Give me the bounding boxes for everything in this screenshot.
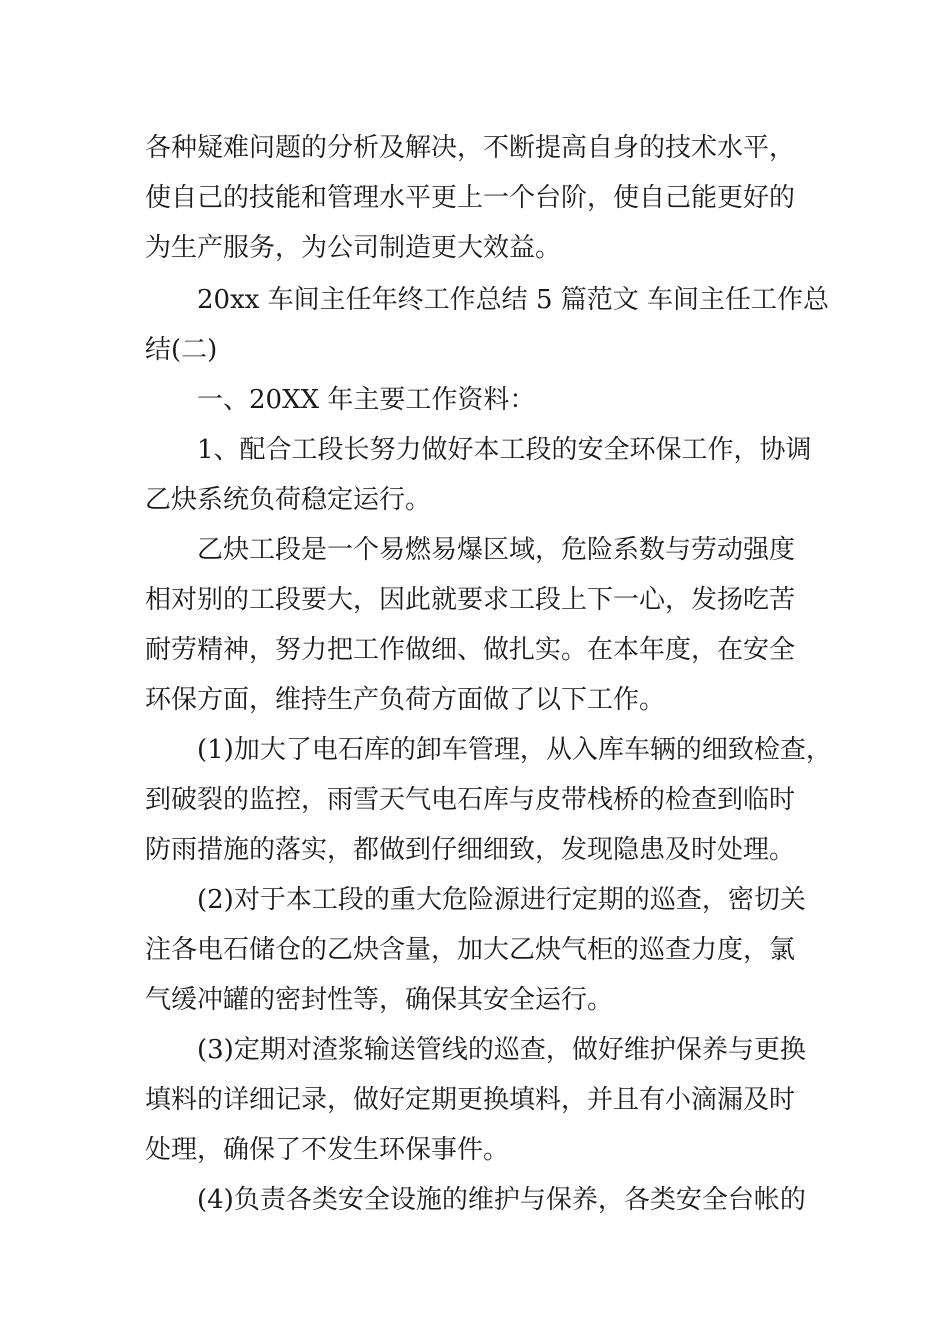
text-line: (1)加大了电石库的卸车管理，从入库车辆的细致检查， xyxy=(197,735,832,765)
text-line: 气缓冲罐的密封性等，确保其安全运行。 xyxy=(145,985,614,1015)
text-line: 注各电石储仓的乙炔含量，加大乙炔气柜的巡查力度，氯 xyxy=(145,935,796,965)
text-line: 填料的详细记录，做好定期更换填料，并且有小滴漏及时 xyxy=(145,1085,796,1115)
subheading-line: 一、20XX 年主要工作资料： xyxy=(197,385,536,415)
text-line: 耐劳精神，努力把工作做细、做扎实。在本年度，在安全 xyxy=(145,635,796,665)
text-line: 防雨措施的落实，都做到仔细细致，发现隐患及时处理。 xyxy=(145,835,796,865)
text-line: (4)负责各类安全设施的维护与保养，各类安全台帐的 xyxy=(197,1185,806,1215)
text-line: (3)定期对渣浆输送管线的巡查，做好维护保养与更换 xyxy=(197,1035,806,1065)
text-line: 乙炔工段是一个易燃易爆区域，危险系数与劳动强度 xyxy=(197,535,796,565)
text-line: (2)对于本工段的重大危险源进行定期的巡查，密切关 xyxy=(197,885,806,915)
text-line: 各种疑难问题的分析及解决，不断提高自身的技术水平， xyxy=(145,133,796,163)
text-line: 到破裂的监控，雨雪天气电石库与皮带栈桥的检查到临时 xyxy=(145,785,796,815)
text-line: 为生产服务，为公司制造更大效益。 xyxy=(145,233,562,263)
text-line: 使自己的技能和管理水平更上一个台阶，使自己能更好的 xyxy=(145,183,796,213)
text-line: 处理，确保了不发生环保事件。 xyxy=(145,1135,510,1165)
text-line: 环保方面，维持生产负荷方面做了以下工作。 xyxy=(145,685,666,715)
section-heading-line: 结(二) xyxy=(145,335,218,365)
text-line: 乙炔系统负荷稳定运行。 xyxy=(145,485,432,515)
text-line: 相对别的工段要大，因此就要求工段上下一心，发扬吃苦 xyxy=(145,585,796,615)
text-line: 1、配合工段长努力做好本工段的安全环保工作，协调 xyxy=(197,435,812,465)
section-heading-line: 20xx 车间主任年终工作总结 5 篇范文 车间主任工作总 xyxy=(197,285,830,315)
